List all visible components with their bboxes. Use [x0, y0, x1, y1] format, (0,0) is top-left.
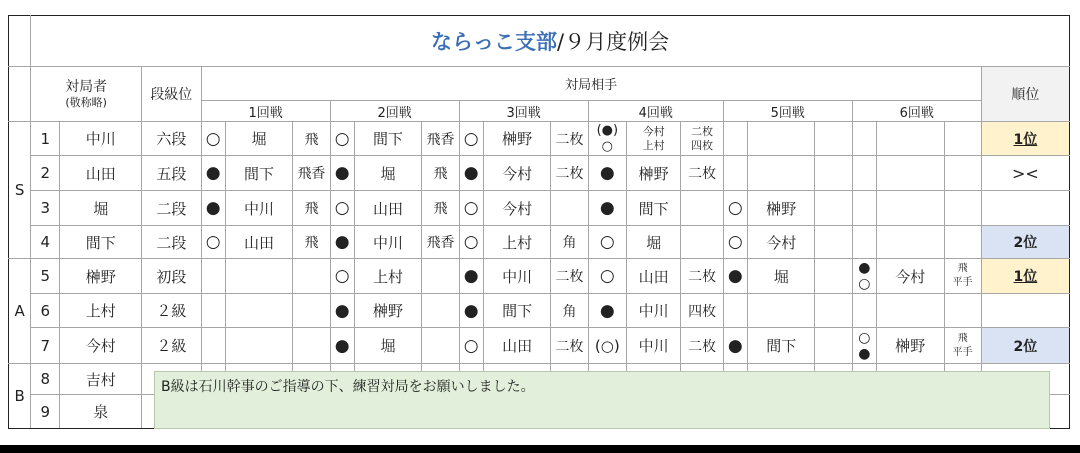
rank-badge: 1位	[981, 259, 1069, 294]
result-mark: ○	[588, 259, 626, 294]
results-table	[8, 15, 1070, 429]
result-mark-stack: ○ ●	[852, 328, 876, 364]
result-mark: ○	[201, 122, 225, 156]
opponent-name: 山田	[225, 226, 293, 259]
player-name: 今村	[60, 328, 142, 364]
player-name: 間下	[60, 226, 142, 259]
handicap: 飛	[293, 122, 330, 156]
round-1-header: 1回戦	[201, 101, 330, 122]
handicap: 角	[551, 226, 588, 259]
opponent-name-stack: 今村 上村	[626, 122, 680, 156]
opponent-name: 間下	[225, 156, 293, 191]
result-mark: ●	[459, 156, 483, 191]
handicap: 飛	[422, 156, 459, 191]
result-mark-stack: ● ○	[852, 259, 876, 294]
result-mark: ○	[723, 226, 747, 259]
opponent-name: 間下	[626, 191, 680, 226]
handicap: 飛	[422, 191, 459, 226]
handicap: 二枚	[681, 156, 723, 191]
handicap: 二枚	[551, 122, 588, 156]
opponent-name: 上村	[354, 259, 422, 294]
round-3-header: 3回戦	[459, 101, 588, 122]
result-mark: ●	[330, 294, 354, 328]
section-s-label: S	[9, 122, 31, 259]
player-name: 上村	[60, 294, 142, 328]
player-grade: 六段	[142, 122, 201, 156]
bottom-bar	[0, 445, 1080, 453]
opponent-name: 山田	[354, 191, 422, 226]
player-name: 中川	[60, 122, 142, 156]
result-mark: ●	[588, 156, 626, 191]
table-row	[9, 259, 1070, 294]
table-row	[9, 122, 1070, 156]
note-text: B級は石川幹事のご指導の下、練習対局をお願いしました。	[161, 379, 535, 395]
opponent-name: 中川	[626, 294, 680, 328]
opponent-name: 榊野	[747, 191, 815, 226]
opponent-name: 榊野	[354, 294, 422, 328]
opponent-name: 今村	[876, 259, 944, 294]
row-number: 3	[31, 191, 60, 226]
result-mark: ●	[330, 226, 354, 259]
round-2-header: 2回戦	[330, 101, 459, 122]
section-a-label: A	[9, 259, 31, 364]
title-meeting: /９月度例会	[557, 30, 670, 54]
handicap: 飛	[293, 191, 330, 226]
row-number: 5	[31, 259, 60, 294]
opponents-header: 対局相手	[201, 67, 981, 101]
rank-cell: ><	[981, 156, 1069, 191]
result-mark: ○	[459, 226, 483, 259]
round-5-header: 5回戦	[723, 101, 852, 122]
handicap: 二枚	[551, 328, 588, 364]
table-row	[9, 328, 1070, 364]
handicap: 角	[551, 294, 588, 328]
rank-badge: 1位	[981, 122, 1069, 156]
opponent-name: 今村	[747, 226, 815, 259]
opponent-name: 中川	[626, 328, 680, 364]
round-6-header: 6回戦	[852, 101, 981, 122]
round-4-header: 4回戦	[588, 101, 723, 122]
handicap: 二枚	[681, 328, 723, 364]
result-mark: (○)	[588, 328, 626, 364]
opponent-name: 榊野	[876, 328, 944, 364]
result-mark: ●	[459, 259, 483, 294]
section-b-label: B	[9, 364, 31, 429]
opponent-name: 榊野	[626, 156, 680, 191]
player-grade: 初段	[142, 259, 201, 294]
opponent-name: 間下	[354, 122, 422, 156]
opponent-name: 中川	[483, 259, 551, 294]
results-sheet	[8, 15, 1070, 434]
player-name: 吉村	[60, 364, 142, 395]
result-mark-stack: (●) ○	[588, 122, 626, 156]
row-number: 1	[31, 122, 60, 156]
rank-badge: 2位	[981, 226, 1069, 259]
result-mark: ●	[723, 259, 747, 294]
result-mark: ●	[330, 156, 354, 191]
result-mark: ●	[459, 294, 483, 328]
player-name: 堀	[60, 191, 142, 226]
handicap: 二枚	[551, 156, 588, 191]
handicap: 飛	[293, 226, 330, 259]
handicap-stack: 二枚 四枚	[681, 122, 723, 156]
handicap: 飛香	[293, 156, 330, 191]
table-row	[9, 156, 1070, 191]
opponent-name: 間下	[483, 294, 551, 328]
result-mark: ○	[330, 191, 354, 226]
player-grade: 五段	[142, 156, 201, 191]
result-mark: ●	[588, 294, 626, 328]
row-number: 4	[31, 226, 60, 259]
result-mark: ●	[723, 328, 747, 364]
handicap: 四枚	[681, 294, 723, 328]
title-org: ならっこ支部	[431, 30, 558, 54]
table-row	[9, 191, 1070, 226]
row-number: 2	[31, 156, 60, 191]
note-box	[154, 371, 1050, 429]
handicap: 飛香	[422, 226, 459, 259]
result-mark: ○	[201, 226, 225, 259]
result-mark: ●	[201, 191, 225, 226]
opponent-name: 上村	[483, 226, 551, 259]
result-mark: ●	[201, 156, 225, 191]
result-mark: ○	[723, 191, 747, 226]
opponent-name: 中川	[225, 191, 293, 226]
row-number: 8	[31, 364, 60, 395]
result-mark: ○	[588, 226, 626, 259]
player-grade: ２級	[142, 328, 201, 364]
handicap: 二枚	[551, 259, 588, 294]
result-mark: ○	[330, 122, 354, 156]
handicap: 二枚	[681, 259, 723, 294]
result-mark: ●	[588, 191, 626, 226]
result-mark: ●	[330, 328, 354, 364]
opponent-name: 堀	[747, 259, 815, 294]
opponent-name: 今村	[483, 191, 551, 226]
opponent-name: 中川	[354, 226, 422, 259]
player-name: 榊野	[60, 259, 142, 294]
handicap-stack: 飛 平手	[944, 259, 981, 294]
opponent-name: 山田	[626, 259, 680, 294]
grade-header: 段級位	[142, 67, 201, 122]
player-grade: 二段	[142, 191, 201, 226]
opponent-name: 今村	[483, 156, 551, 191]
player-name: 山田	[60, 156, 142, 191]
opponent-name: 榊野	[483, 122, 551, 156]
opponent-name: 堀	[225, 122, 293, 156]
table-row	[9, 294, 1070, 328]
player-grade: ２級	[142, 294, 201, 328]
opponent-name: 山田	[483, 328, 551, 364]
corner-cell	[9, 16, 31, 67]
result-mark: ○	[459, 191, 483, 226]
opponent-name: 間下	[747, 328, 815, 364]
player-grade: 二段	[142, 226, 201, 259]
row-number: 9	[31, 395, 60, 429]
page-title	[31, 16, 1070, 67]
handicap-stack: 飛 平手	[944, 328, 981, 364]
rank-badge: 2位	[981, 328, 1069, 364]
opponent-name: 堀	[354, 328, 422, 364]
opponent-name: 堀	[354, 156, 422, 191]
handicap: 飛香	[422, 122, 459, 156]
table-row	[9, 226, 1070, 259]
player-header: 対局者 (敬称略)	[31, 67, 142, 122]
rank-header: 順位	[981, 67, 1069, 122]
opponent-name: 堀	[626, 226, 680, 259]
row-number: 7	[31, 328, 60, 364]
row-number: 6	[31, 294, 60, 328]
player-name: 泉	[60, 395, 142, 429]
result-mark: ○	[459, 328, 483, 364]
result-mark: ○	[459, 122, 483, 156]
result-mark: ○	[330, 259, 354, 294]
